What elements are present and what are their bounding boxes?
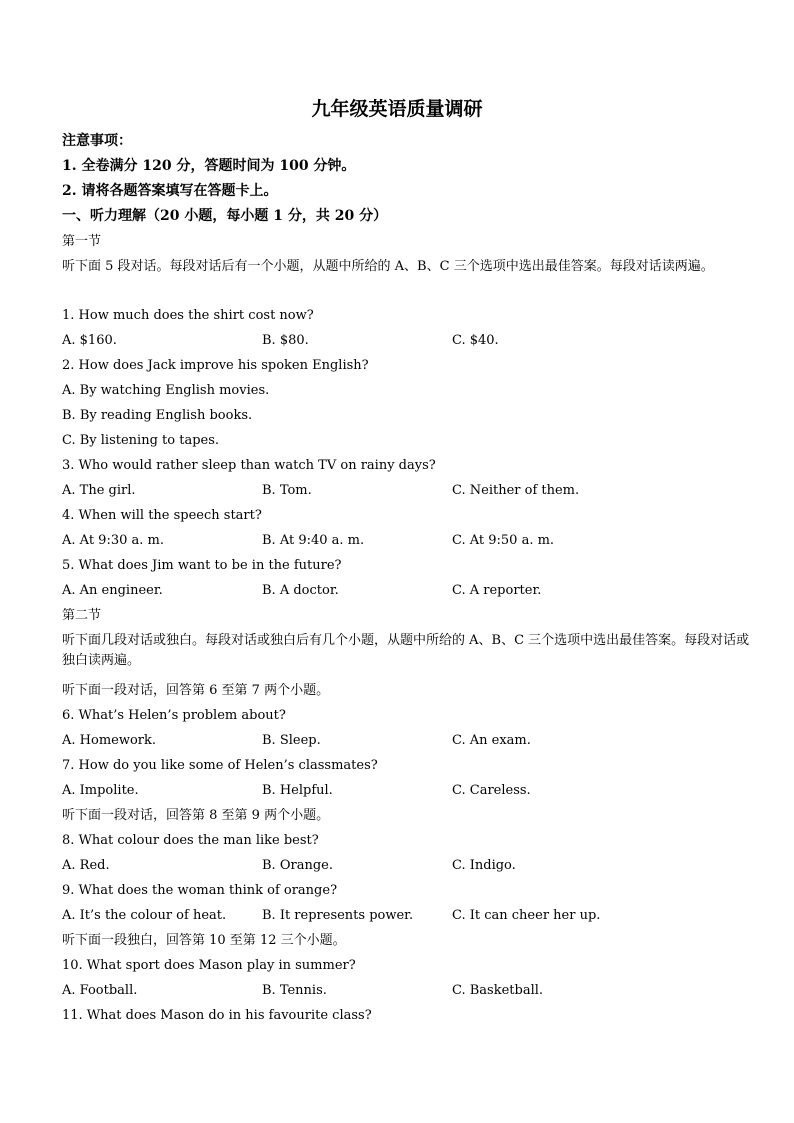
option-b: B. By reading English books.: [62, 408, 253, 423]
option-a: A. The girl.: [62, 483, 136, 498]
question-8: 8. What colour does the man like best?: [62, 833, 319, 848]
option-b: B. A doctor.: [262, 583, 339, 598]
section-heading: 一、听力理解（20 小题，每小题 1 分，共 20 分）: [62, 208, 388, 224]
question-9: 9. What does the woman think of orange?: [62, 883, 338, 898]
part1-instruction: 听下面 5 段对话。每段对话后有一个小题，从题中所给的 A、B、C 三个选项中选出最佳答案。每段对话读两遍。: [62, 259, 714, 274]
option-c: C. Neither of them.: [452, 483, 580, 498]
option-c: C. At 9:50 a. m.: [452, 533, 555, 548]
option-b: B. Tom.: [262, 483, 312, 498]
sub-instruction-3: 听下面一段独白，回答第 10 至第 12 三个小题。: [62, 933, 346, 948]
question-6: 6. What’s Helen’s problem about?: [62, 708, 286, 723]
option-c: C. A reporter.: [452, 583, 542, 598]
part2-instruction: 听下面几段对话或独白。每段对话或独白后有几个小题，从题中所给的 A、B、C 三个选项中选出最佳答案。每段对话或独白读两遍。: [62, 633, 750, 668]
sub-instruction-1: 听下面一段对话，回答第 6 至第 7 两个小题。: [62, 683, 330, 698]
question-7: 7. How do you like some of Helen’s classmates?: [62, 758, 378, 773]
option-a: A. Homework.: [62, 733, 157, 748]
question-4: 4. When will the speech start?: [62, 508, 262, 523]
option-b: B. Tennis.: [262, 983, 327, 998]
option-b: B. It represents power.: [262, 908, 414, 923]
option-c: C. Indigo.: [452, 858, 516, 873]
option-b: B. At 9:40 a. m.: [262, 533, 365, 548]
notice-item-2: 2. 请将各题答案填写在答题卡上。: [62, 183, 278, 199]
question-11: 11. What does Mason do in his favourite class?: [62, 1008, 372, 1023]
option-c: C. $40.: [452, 333, 499, 348]
part2-label: 第二节: [62, 608, 102, 623]
option-c: C. Careless.: [452, 783, 531, 798]
question-5: 5. What does Jim want to be in the future?: [62, 558, 342, 573]
option-a: A. Impolite.: [62, 783, 139, 798]
option-b: B. Sleep.: [262, 733, 321, 748]
question-1: 1. How much does the shirt cost now?: [62, 308, 314, 323]
page-title: 九年级英语质量调研: [311, 98, 483, 120]
option-b: B. Orange.: [262, 858, 333, 873]
notice-header: 注意事项：: [62, 133, 132, 149]
option-a: A. Red.: [62, 858, 110, 873]
option-b: B. Helpful.: [262, 783, 333, 798]
question-3: 3. Who would rather sleep than watch TV on rainy days?: [62, 458, 436, 473]
sub-instruction-2: 听下面一段对话，回答第 8 至第 9 两个小题。: [62, 808, 330, 823]
question-2: 2. How does Jack improve his spoken English?: [62, 358, 369, 373]
option-a: A. At 9:30 a. m.: [62, 533, 164, 548]
option-a: A. An engineer.: [62, 583, 163, 598]
option-a: A. $160.: [62, 333, 117, 348]
option-a: A. Football.: [62, 983, 138, 998]
option-c: C. It can cheer her up.: [452, 908, 601, 923]
part1-label: 第一节: [62, 234, 102, 249]
option-c: C. By listening to tapes.: [62, 433, 220, 448]
option-a: A. By watching English movies.: [62, 383, 270, 398]
option-c: C. An exam.: [452, 733, 531, 748]
question-10: 10. What sport does Mason play in summer?: [62, 958, 356, 973]
notice-item-1: 1. 全卷满分 120 分，答题时间为 100 分钟。: [62, 158, 356, 174]
option-c: C. Basketball.: [452, 983, 544, 998]
option-a: A. It’s the colour of heat.: [62, 908, 227, 923]
option-b: B. $80.: [262, 333, 309, 348]
